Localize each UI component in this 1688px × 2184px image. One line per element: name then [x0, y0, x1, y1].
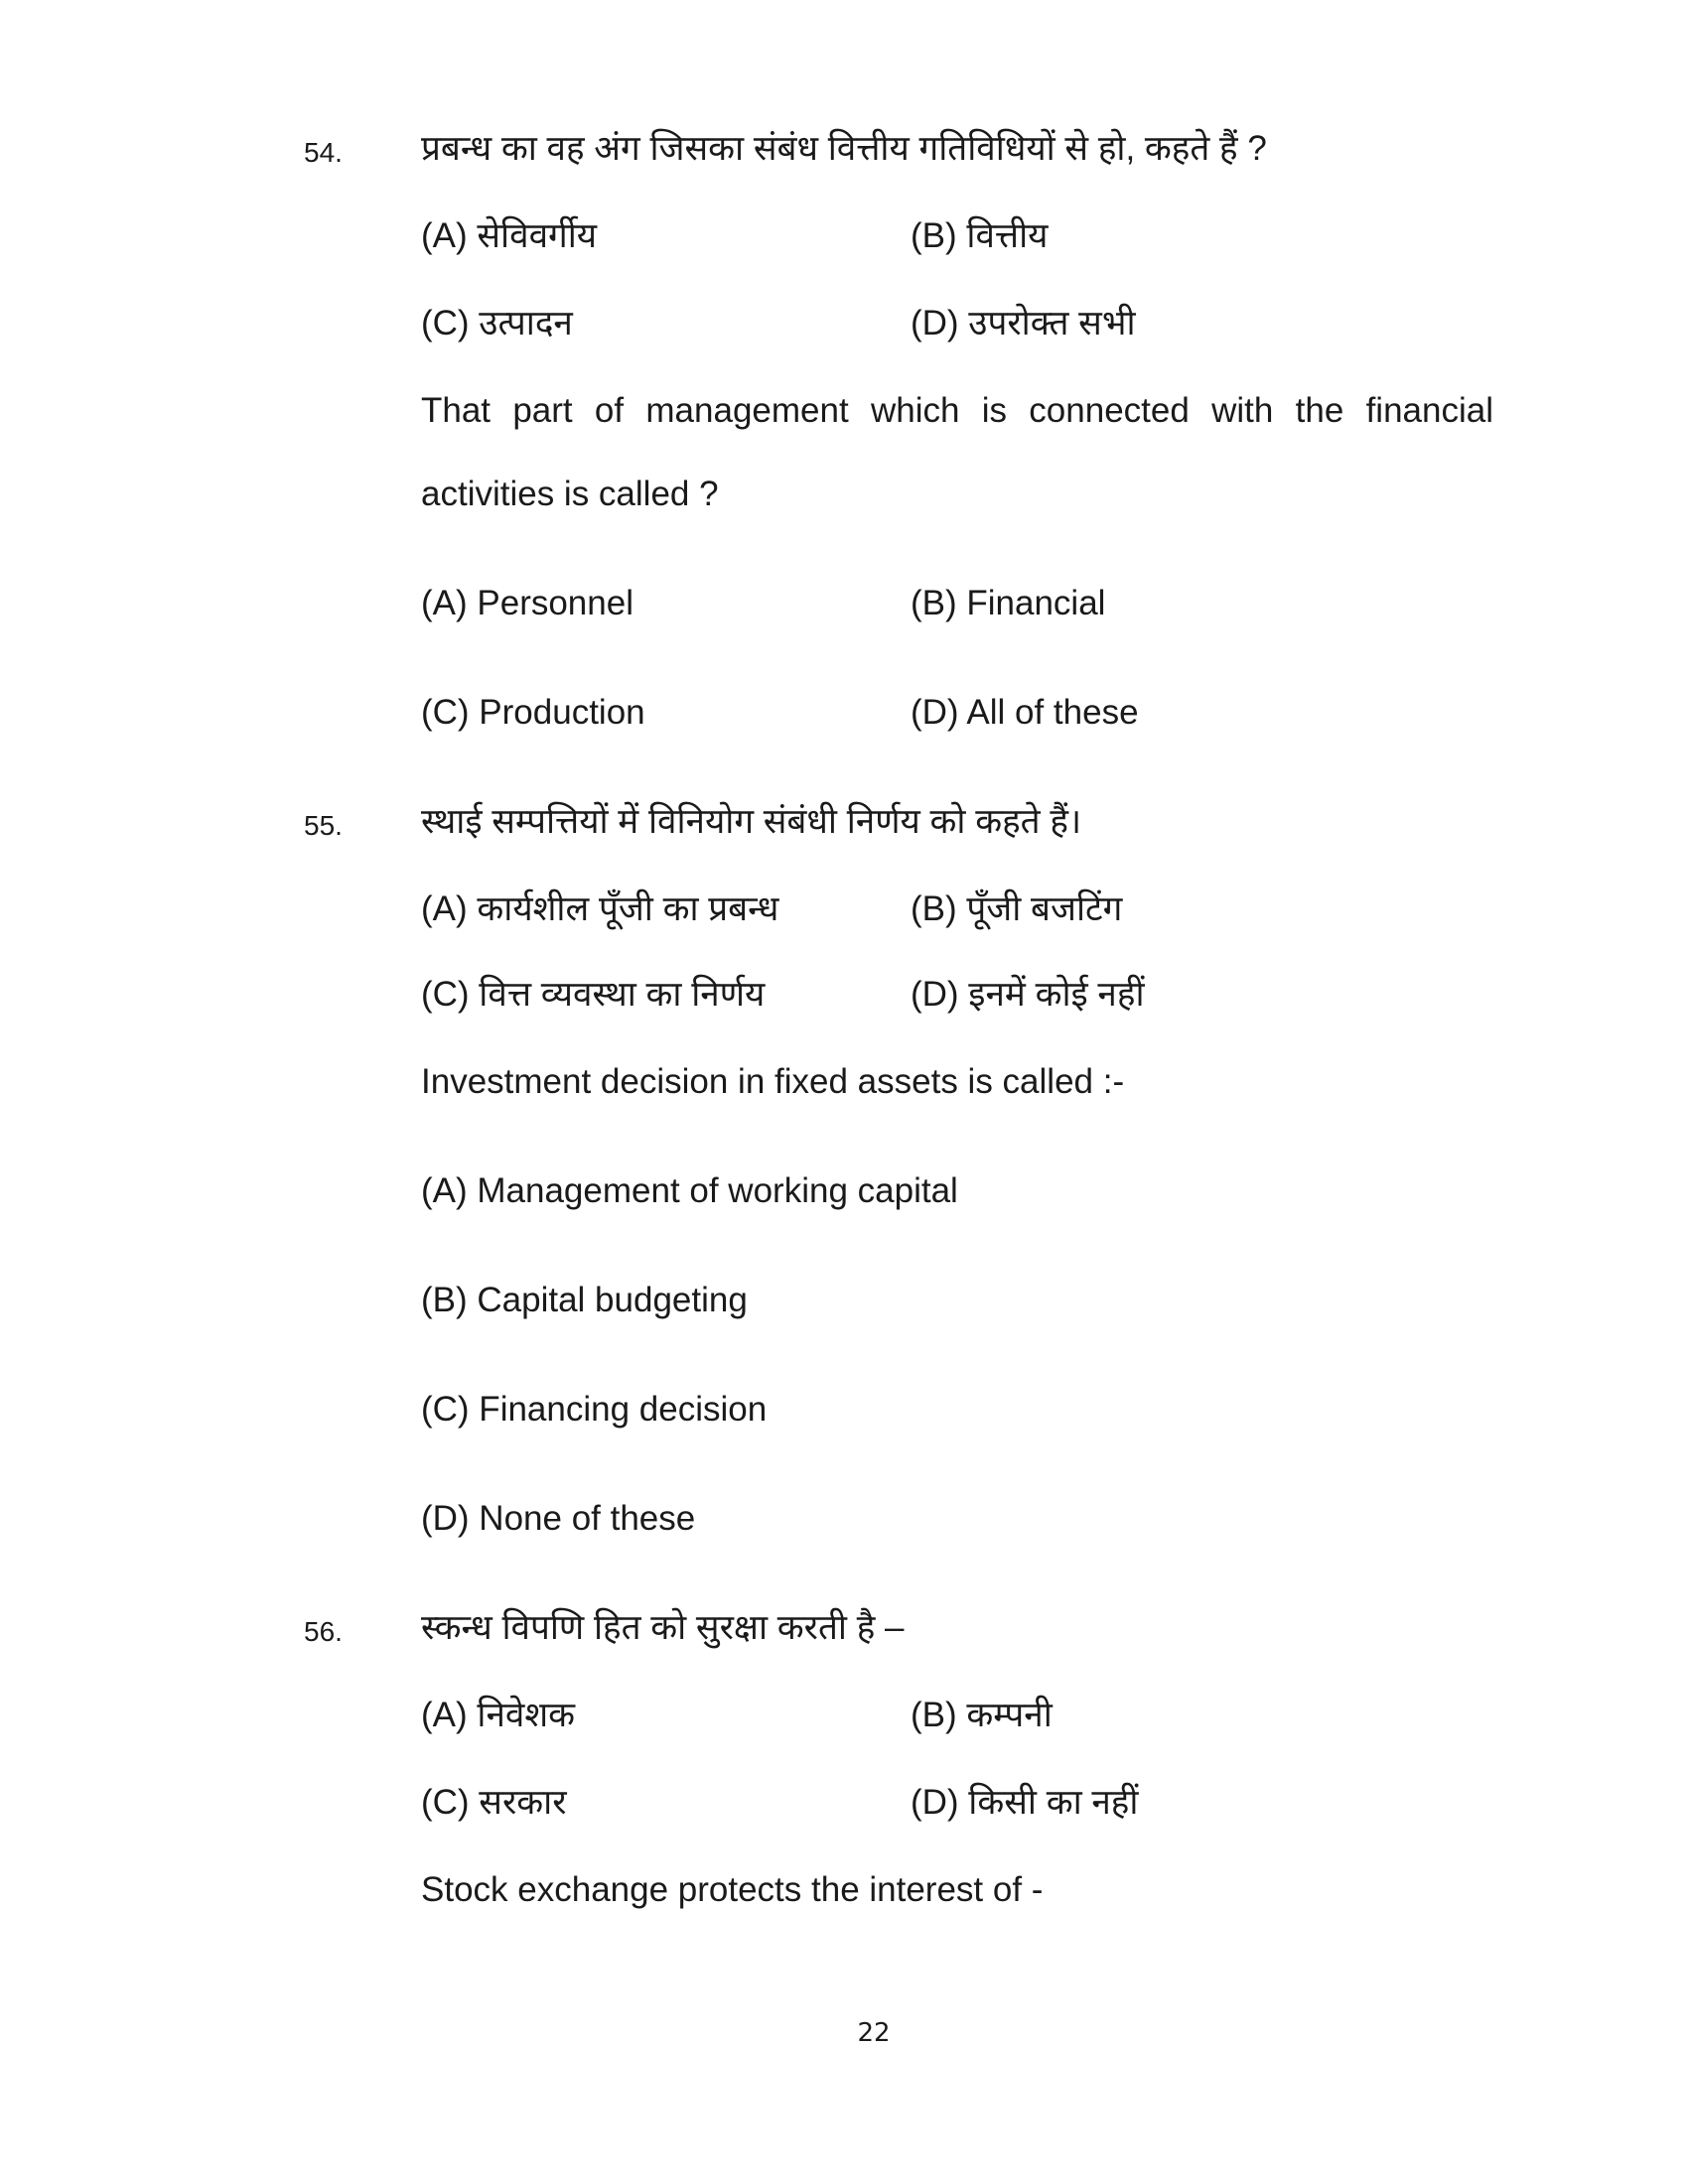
- option-a-english: (A) Management of working capital: [421, 1171, 958, 1210]
- question-number: 55.: [304, 810, 343, 841]
- question-text-english-line1: That part of management which is connected with the financial: [421, 391, 1493, 430]
- page-number: 22: [857, 2018, 891, 2048]
- option-a-hindi: (A) निवेशक: [421, 1696, 576, 1734]
- question-text-english: Stock exchange protects the interest of -: [421, 1870, 1044, 1909]
- option-d-hindi: (D) उपरोक्त सभी: [911, 304, 1136, 342]
- question-text-hindi: स्थाई सम्पत्तियों में विनियोग संबंधी निर्णय को कहते हैं।: [421, 802, 1082, 841]
- question-text-english-line2: activities is called ?: [421, 475, 719, 513]
- option-c-hindi: (C) वित्त व्यवस्था का निर्णय: [421, 975, 766, 1014]
- question-number: 54.: [304, 137, 343, 168]
- option-b-hindi: (B) वित्तीय: [911, 216, 1049, 255]
- option-b-english: (B) Financial: [911, 584, 1106, 622]
- option-b-english: (B) Capital budgeting: [421, 1281, 748, 1319]
- question-number: 56.: [304, 1616, 343, 1647]
- option-d-english: (D) None of these: [421, 1499, 696, 1538]
- option-c-hindi: (C) सरकार: [421, 1783, 567, 1822]
- option-d-english: (D) All of these: [911, 693, 1139, 732]
- question-text-english: Investment decision in fixed assets is called :-: [421, 1062, 1125, 1101]
- option-a-hindi: (A) सेविवर्गीय: [421, 216, 598, 255]
- option-b-hindi: (B) कम्पनी: [911, 1696, 1053, 1734]
- option-c-english: (C) Production: [421, 693, 645, 732]
- option-c-hindi: (C) उत्पादन: [421, 304, 573, 342]
- option-c-english: (C) Financing decision: [421, 1390, 768, 1429]
- option-d-hindi: (D) इनमें कोई नहीं: [911, 975, 1145, 1014]
- option-d-hindi: (D) किसी का नहीं: [911, 1783, 1139, 1822]
- option-a-hindi: (A) कार्यशील पूँजी का प्रबन्ध: [421, 889, 779, 928]
- option-b-hindi: (B) पूँजी बजटिंग: [911, 889, 1123, 928]
- question-text-hindi: स्कन्ध विपणि हित को सुरक्षा करती है –: [421, 1608, 905, 1647]
- question-text-hindi: प्रबन्ध का वह अंग जिसका संबंध वित्तीय गतिविधियों से हो, कहते हैं ?: [421, 129, 1267, 168]
- option-a-english: (A) Personnel: [421, 584, 633, 622]
